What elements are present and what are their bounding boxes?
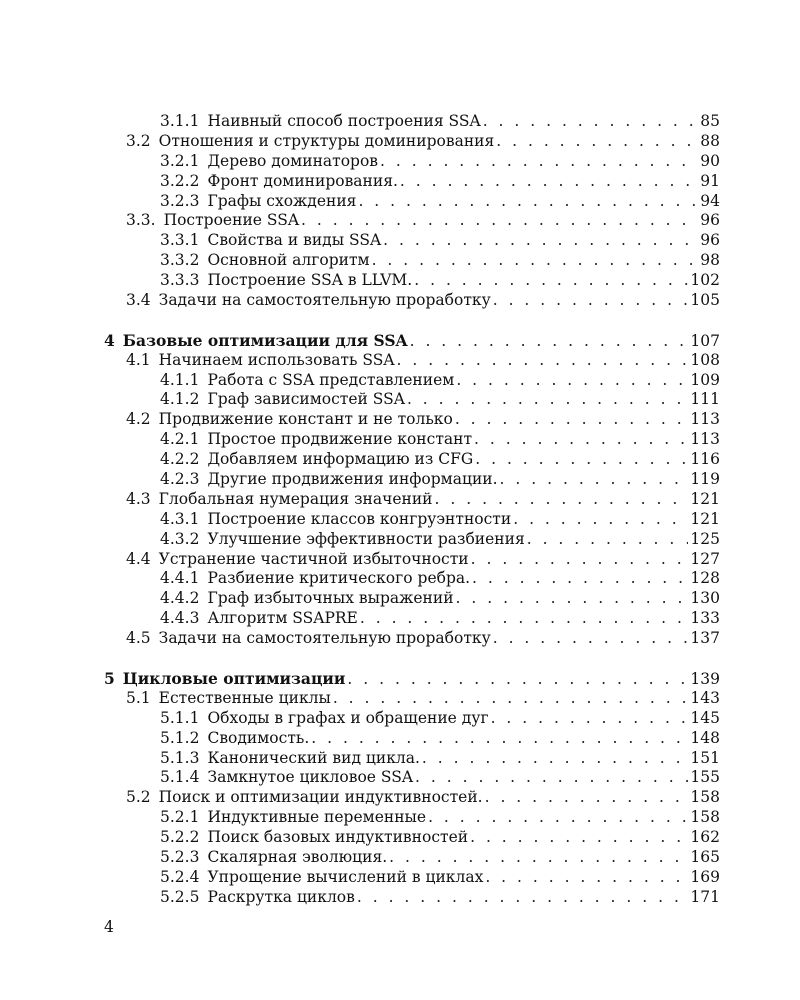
toc-subsection-entry[interactable] bbox=[104, 251, 720, 271]
page-number: 4 bbox=[104, 918, 114, 936]
toc-entry-title: Другие продвижения информации. bbox=[207, 470, 498, 489]
toc-entry-page: 94 bbox=[700, 191, 720, 210]
toc-section-entry[interactable] bbox=[104, 550, 720, 570]
toc-dot-leader bbox=[475, 450, 688, 470]
toc-dot-leader bbox=[383, 231, 698, 251]
toc-entry-number: 4.4.2 bbox=[160, 589, 200, 608]
toc-subsection-entry[interactable] bbox=[104, 709, 720, 729]
toc-entry-page: 108 bbox=[690, 350, 720, 369]
toc-subsection-entry[interactable] bbox=[104, 828, 720, 848]
toc-dot-leader bbox=[410, 332, 689, 352]
toc-section-entry[interactable] bbox=[104, 490, 720, 510]
toc-entry-title: Цикловые оптимизации bbox=[122, 668, 346, 688]
toc-entry-title: Простое продвижение констант bbox=[207, 430, 473, 449]
toc-entry-title: Граф зависимостей SSA bbox=[207, 390, 405, 409]
toc-subsection-entry[interactable] bbox=[104, 510, 720, 530]
toc-subsection-entry[interactable] bbox=[104, 888, 720, 908]
toc-entry-page: 116 bbox=[690, 450, 720, 469]
toc-entry-number: 3.4 bbox=[126, 291, 151, 310]
toc-dot-leader bbox=[472, 569, 688, 589]
section-gap bbox=[104, 311, 720, 331]
toc-entry-page: 133 bbox=[690, 609, 720, 628]
toc-subsection-entry[interactable] bbox=[104, 589, 720, 609]
toc-entry-number: 4.4.1 bbox=[160, 569, 200, 588]
toc-dot-leader bbox=[360, 609, 689, 629]
toc-entry-title: Разбиение критического ребра. bbox=[207, 569, 471, 588]
toc-entry-title: Отношения и структуры доминирования bbox=[158, 131, 495, 150]
toc-entry-title: Задачи на самостоятельную проработку bbox=[158, 629, 491, 648]
toc-entry-page: 130 bbox=[690, 589, 720, 608]
toc-dot-leader bbox=[357, 888, 689, 908]
toc-entry-title: Упрощение вычислений в циклах bbox=[207, 867, 484, 886]
toc-entry-page: 96 bbox=[700, 231, 720, 250]
toc-entry-number: 4.1.1 bbox=[160, 370, 200, 389]
toc-subsection-entry[interactable] bbox=[104, 868, 720, 888]
toc-entry-title: Начинаем использовать SSA bbox=[158, 350, 395, 369]
toc-dot-leader bbox=[485, 868, 688, 888]
toc-dot-leader bbox=[428, 808, 688, 828]
toc-chapter-entry[interactable] bbox=[104, 331, 720, 351]
toc-entry-number: 4.2.2 bbox=[160, 450, 200, 469]
toc-entry-page: 105 bbox=[690, 291, 720, 310]
toc-entry-title: Построение SSA в LLVM. bbox=[207, 271, 413, 290]
toc-entry-title: Граф избыточных выражений bbox=[207, 589, 454, 608]
toc-entry-page: 148 bbox=[690, 728, 720, 747]
toc-subsection-entry[interactable] bbox=[104, 430, 720, 450]
toc-entry-page: 158 bbox=[690, 788, 720, 807]
toc-entry-page: 139 bbox=[690, 669, 720, 688]
table-of-contents bbox=[104, 112, 720, 908]
toc-entry-number: 4.2.3 bbox=[160, 470, 200, 489]
toc-section-entry[interactable] bbox=[104, 689, 720, 709]
toc-subsection-entry[interactable] bbox=[104, 172, 720, 192]
toc-entry-title: Поиск базовых индуктивностей bbox=[207, 828, 469, 847]
toc-entry-page: 162 bbox=[690, 828, 720, 847]
toc-dot-leader bbox=[491, 709, 689, 729]
toc-entry-number: 3.3.2 bbox=[160, 251, 200, 270]
toc-entry-number: 4.5 bbox=[126, 629, 151, 648]
toc-dot-leader bbox=[415, 768, 688, 788]
toc-entry-title: Улучшение эффективности разбиения bbox=[207, 529, 525, 548]
toc-subsection-entry[interactable] bbox=[104, 271, 720, 291]
toc-section-entry[interactable] bbox=[104, 291, 720, 311]
toc-dot-leader bbox=[435, 490, 689, 510]
toc-subsection-entry[interactable] bbox=[104, 192, 720, 212]
toc-entry-number: 4.1.2 bbox=[160, 390, 200, 409]
toc-entry-page: 128 bbox=[690, 569, 720, 588]
toc-entry-title: Замкнутое цикловое SSA bbox=[207, 768, 414, 787]
toc-entry-number: 5.2.4 bbox=[160, 867, 200, 886]
toc-dot-leader bbox=[513, 510, 688, 530]
toc-dot-leader bbox=[407, 390, 688, 410]
toc-entry-page: 119 bbox=[690, 470, 720, 489]
toc-subsection-entry[interactable] bbox=[104, 749, 720, 769]
toc-entry-page: 158 bbox=[690, 808, 720, 827]
toc-subsection-entry[interactable] bbox=[104, 371, 720, 391]
toc-section-entry[interactable] bbox=[104, 788, 720, 808]
toc-entry-number: 4.4.3 bbox=[160, 609, 200, 628]
toc-entry-page: 155 bbox=[690, 768, 720, 787]
toc-entry-number: 5.1.4 bbox=[160, 768, 200, 787]
toc-dot-leader bbox=[311, 729, 688, 749]
toc-section-entry[interactable] bbox=[104, 351, 720, 371]
toc-dot-leader bbox=[414, 271, 688, 291]
toc-entry-title: Канонический вид цикла. bbox=[207, 748, 420, 767]
toc-entry-title: Алгоритм SSAPRE bbox=[207, 609, 358, 628]
toc-subsection-entry[interactable] bbox=[104, 609, 720, 629]
toc-entry-number: 3.1.1 bbox=[160, 112, 200, 130]
toc-subsection-entry[interactable] bbox=[104, 530, 720, 550]
toc-entry-title: Поиск и оптимизации индуктивностей. bbox=[158, 788, 483, 807]
toc-entry-page: 143 bbox=[690, 688, 720, 707]
toc-dot-leader bbox=[347, 670, 688, 690]
toc-dot-leader bbox=[471, 550, 689, 570]
toc-entry-page: 137 bbox=[690, 629, 720, 648]
toc-dot-leader bbox=[496, 132, 698, 152]
toc-entry-page: 171 bbox=[690, 887, 720, 906]
toc-entry-title: Продвижение констант и не только bbox=[158, 410, 453, 429]
toc-dot-leader bbox=[485, 788, 689, 808]
toc-entry-title: Естественные циклы bbox=[158, 688, 331, 707]
toc-entry-title: Раскрутка циклов bbox=[207, 887, 355, 906]
toc-section-entry[interactable] bbox=[104, 629, 720, 649]
toc-dot-leader bbox=[455, 410, 689, 430]
toc-entry-number: 4.4 bbox=[126, 549, 151, 568]
toc-subsection-entry[interactable] bbox=[104, 152, 720, 172]
toc-entry-page: 113 bbox=[690, 410, 720, 429]
toc-dot-leader bbox=[483, 112, 699, 132]
toc-entry-number: 3.2 bbox=[126, 131, 151, 150]
toc-entry-page: 98 bbox=[700, 251, 720, 270]
toc-dot-leader bbox=[470, 828, 688, 848]
toc-subsection-entry[interactable] bbox=[104, 112, 720, 132]
toc-entry-title: Базовые оптимизации для SSA bbox=[122, 330, 408, 350]
toc-entry-number: 4.3.1 bbox=[160, 509, 200, 528]
toc-entry-title: Основной алгоритм bbox=[207, 251, 370, 270]
toc-subsection-entry[interactable] bbox=[104, 470, 720, 490]
toc-dot-leader bbox=[493, 629, 689, 649]
toc-dot-leader bbox=[301, 211, 698, 231]
toc-entry-number: 3.2.2 bbox=[160, 171, 200, 190]
toc-subsection-entry[interactable] bbox=[104, 768, 720, 788]
toc-entry-title: Работа с SSA представлением bbox=[207, 370, 455, 389]
toc-entry-number: 5.1.2 bbox=[160, 728, 200, 747]
toc-dot-leader bbox=[372, 251, 699, 271]
toc-entry-page: 151 bbox=[690, 748, 720, 767]
toc-entry-page: 102 bbox=[690, 271, 720, 290]
toc-entry-number: 4.2.1 bbox=[160, 430, 200, 449]
toc-entry-title: Добавляем информацию из CFG bbox=[207, 450, 474, 469]
toc-subsection-entry[interactable] bbox=[104, 808, 720, 828]
toc-entry-number: 5.2.1 bbox=[160, 808, 200, 827]
toc-entry-number: 5.2.3 bbox=[160, 847, 200, 866]
toc-entry-title: Фронт доминирования. bbox=[207, 171, 398, 190]
toc-subsection-entry[interactable] bbox=[104, 450, 720, 470]
toc-section-entry[interactable] bbox=[104, 410, 720, 430]
toc-entry-title: Построение SSA bbox=[163, 211, 300, 230]
toc-entry-page: 107 bbox=[690, 331, 720, 350]
toc-entry-number: 3.3.1 bbox=[160, 231, 200, 250]
toc-entry-page: 90 bbox=[700, 151, 720, 170]
toc-dot-leader bbox=[474, 430, 688, 450]
toc-dot-leader bbox=[456, 371, 688, 391]
toc-entry-number: 4.1 bbox=[126, 350, 151, 369]
toc-entry-title: Построение классов конгруэнтности bbox=[207, 509, 512, 528]
toc-entry-page: 91 bbox=[700, 171, 720, 190]
toc-entry-page: 96 bbox=[700, 211, 720, 230]
toc-subsection-entry[interactable] bbox=[104, 729, 720, 749]
toc-entry-title: Устранение частичной избыточности bbox=[158, 549, 469, 568]
toc-entry-number: 3.2.1 bbox=[160, 151, 200, 170]
toc-entry-number: 3.3.3 bbox=[160, 271, 200, 290]
toc-entry-title: Индуктивные переменные bbox=[207, 808, 427, 827]
toc-entry-title: Глобальная нумерация значений bbox=[158, 489, 433, 508]
toc-section-entry[interactable] bbox=[104, 211, 720, 231]
toc-entry-number: 5.2 bbox=[126, 788, 151, 807]
toc-entry-number: 5.2.2 bbox=[160, 828, 200, 847]
toc-entry-title: Обходы в графах и обращение дуг bbox=[207, 708, 489, 727]
toc-dot-leader bbox=[456, 589, 689, 609]
toc-entry-number: 4 bbox=[104, 330, 115, 350]
toc-entry-title: Задачи на самостоятельную проработку bbox=[158, 291, 491, 310]
toc-entry-number: 5 bbox=[104, 668, 115, 688]
toc-entry-title: Свойства и виды SSA bbox=[207, 231, 382, 250]
toc-dot-leader bbox=[422, 749, 688, 769]
toc-entry-title: Скалярная эволюция. bbox=[207, 847, 388, 866]
toc-entry-number: 4.3.2 bbox=[160, 529, 200, 548]
toc-dot-leader bbox=[380, 152, 698, 172]
toc-entry-page: 125 bbox=[690, 529, 720, 548]
toc-subsection-entry[interactable] bbox=[104, 231, 720, 251]
toc-entry-title: Наивный способ построения SSA bbox=[207, 112, 481, 130]
toc-entry-page: 111 bbox=[690, 390, 720, 409]
toc-entry-page: 169 bbox=[690, 867, 720, 886]
toc-subsection-entry[interactable] bbox=[104, 390, 720, 410]
toc-entry-page: 121 bbox=[690, 509, 720, 528]
toc-dot-leader bbox=[527, 530, 689, 550]
toc-dot-leader bbox=[500, 470, 689, 490]
toc-entry-number: 5.2.5 bbox=[160, 887, 200, 906]
toc-dot-leader bbox=[358, 192, 698, 212]
toc-entry-number: 5.1.1 bbox=[160, 708, 200, 727]
toc-entry-title: Дерево доминаторов bbox=[207, 151, 379, 170]
toc-entry-page: 145 bbox=[690, 708, 720, 727]
toc-entry-page: 88 bbox=[700, 131, 720, 150]
toc-entry-page: 109 bbox=[690, 370, 720, 389]
toc-entry-number: 4.3 bbox=[126, 489, 151, 508]
toc-dot-leader bbox=[333, 689, 689, 709]
toc-entry-page: 165 bbox=[690, 847, 720, 866]
toc-section-entry[interactable] bbox=[104, 132, 720, 152]
toc-entry-page: 127 bbox=[690, 549, 720, 568]
toc-dot-leader bbox=[400, 172, 698, 192]
toc-chapter-entry[interactable] bbox=[104, 669, 720, 689]
toc-entry-number: 3.2.3 bbox=[160, 191, 200, 210]
toc-entry-title: Сводимость. bbox=[207, 728, 310, 747]
toc-subsection-entry[interactable] bbox=[104, 569, 720, 589]
toc-subsection-entry[interactable] bbox=[104, 848, 720, 868]
toc-entry-page: 113 bbox=[690, 430, 720, 449]
toc-dot-leader bbox=[493, 291, 689, 311]
toc-entry-title: Графы схождения bbox=[207, 191, 357, 210]
toc-dot-leader bbox=[397, 351, 689, 371]
toc-entry-page: 121 bbox=[690, 489, 720, 508]
toc-entry-number: 5.1.3 bbox=[160, 748, 200, 767]
section-gap bbox=[104, 649, 720, 669]
toc-dot-leader bbox=[389, 848, 688, 868]
toc-entry-page: 85 bbox=[700, 112, 720, 130]
toc-entry-number: 5.1 bbox=[126, 688, 151, 707]
toc-entry-number: 3.3. bbox=[126, 211, 156, 230]
toc-entry-number: 4.2 bbox=[126, 410, 151, 429]
